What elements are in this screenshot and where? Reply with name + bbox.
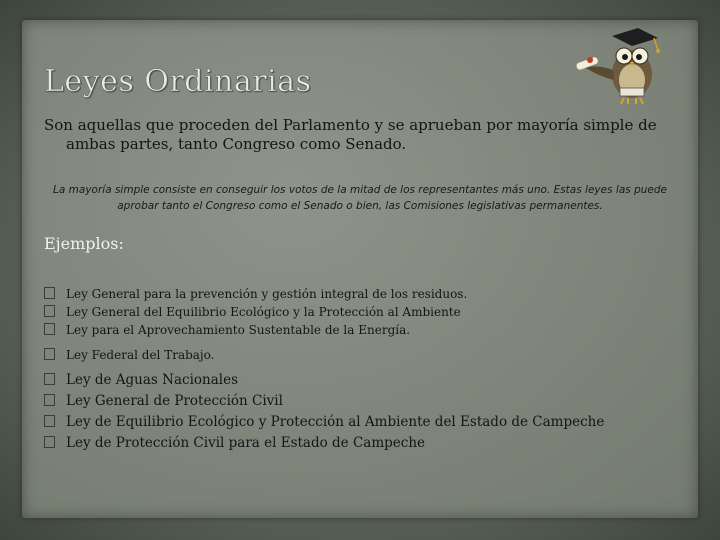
checkbox-bullet-icon — [44, 348, 55, 360]
checkbox-bullet-icon — [44, 373, 55, 385]
list-item-text: Ley General para la prevención y gestión integral de los residuos. — [66, 287, 468, 301]
examples-heading: Ejemplos: — [44, 234, 124, 253]
list-item — [44, 285, 684, 303]
checkbox-bullet-icon — [44, 394, 55, 406]
list-item-text: Ley de Equilibrio Ecológico y Protección al Ambiente del Estado de Campeche — [66, 414, 605, 430]
list-item-text: Ley General del Equilibrio Ecológico y la Protección al Ambiente — [66, 305, 461, 319]
checkbox-bullet-icon — [44, 305, 55, 317]
list-item — [44, 321, 684, 339]
list-item — [44, 303, 684, 321]
note-paragraph: La mayoría simple consiste en conseguir los votos de la mitad de los representantes más uno. Estas leyes las puede aprobar tanto el Congreso como el Senado o bien, las Comisiones legislativas permanentes. — [53, 184, 667, 212]
list-item-text: Ley General de Protección Civil — [66, 393, 283, 409]
checkbox-bullet-icon — [44, 287, 55, 299]
graduate-owl-icon — [566, 26, 678, 106]
checkbox-bullet-icon — [44, 415, 55, 427]
list-item — [44, 412, 684, 433]
checkbox-bullet-icon — [44, 436, 55, 448]
list-item — [44, 433, 684, 454]
intro-paragraph: Son aquellas que proceden del Parlamento y se aprueban por mayoría simple de ambas partes, tanto Congreso como Senado. — [44, 116, 657, 153]
list-item — [44, 391, 684, 412]
checkbox-bullet-icon — [44, 323, 55, 335]
list-item-text: Ley Federal del Trabajo. — [66, 348, 215, 362]
examples-list-group-1 — [44, 285, 684, 339]
list-item-text: Ley para el Aprovechamiento Sustentable de la Energía. — [66, 323, 411, 337]
examples-list-group-3 — [44, 370, 684, 454]
list-item — [44, 370, 684, 391]
list-item — [44, 346, 684, 364]
examples-list-group-2 — [44, 346, 684, 364]
slide-title: Leyes Ordinarias — [44, 64, 312, 99]
list-item-text: Ley de Aguas Nacionales — [66, 372, 238, 388]
list-item-text: Ley de Protección Civil para el Estado de Campeche — [66, 435, 426, 451]
